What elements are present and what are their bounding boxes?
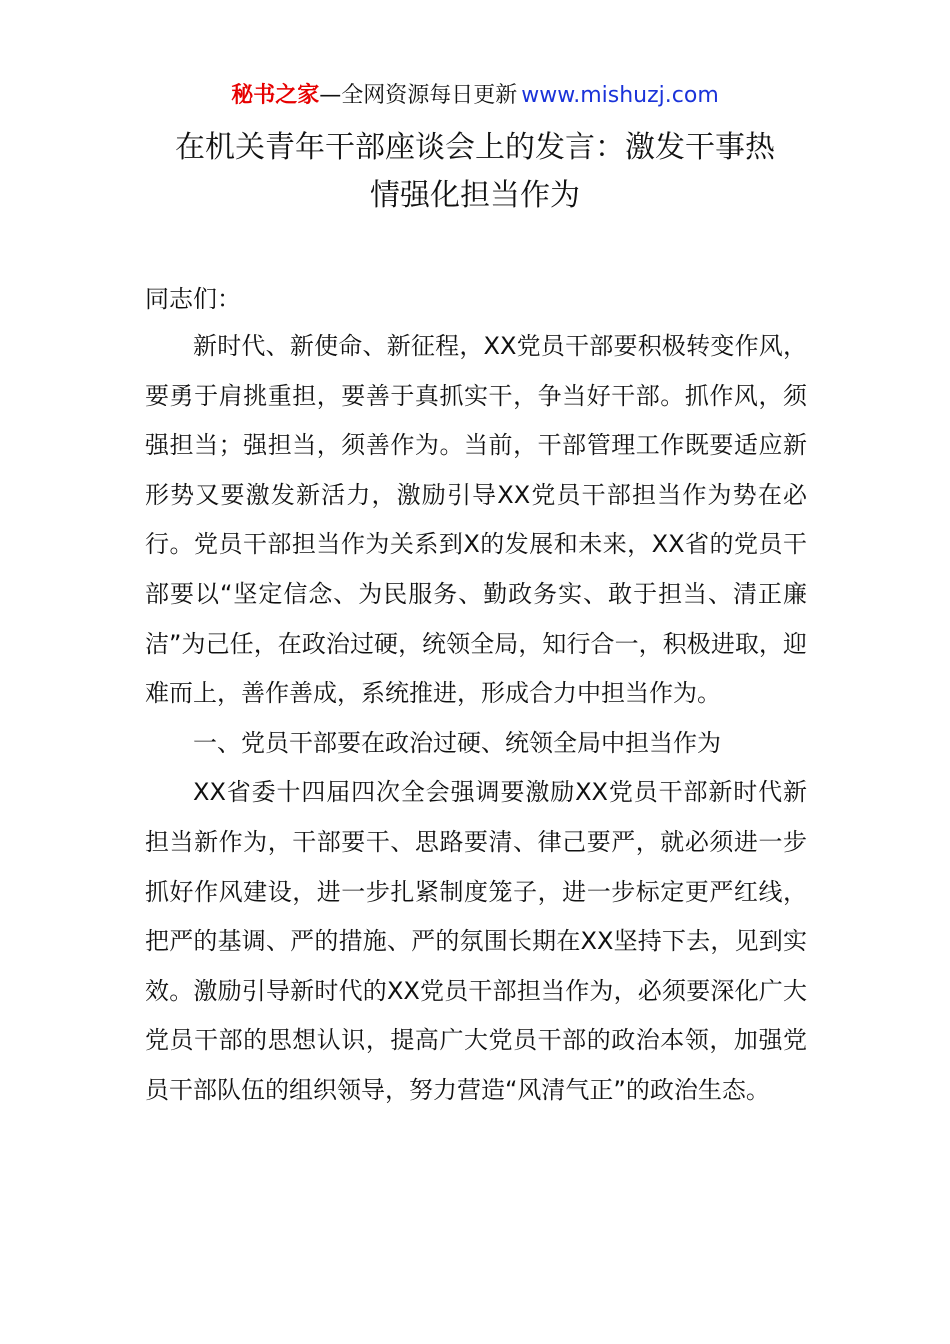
tagline: —全网资源每日更新: [319, 83, 518, 108]
brand-name: 秘书之家: [231, 83, 320, 108]
site-header: [0, 80, 950, 112]
document-title: [100, 124, 850, 220]
title-line-1: 在机关青年干部座谈会上的发言：激发干事热: [175, 130, 775, 165]
paragraph-intro: 新时代、新使命、新征程，XX党员干部要积极转变作风，要勇于肩挑重担，要善于真抓实干，争当好干部。抓作风，须强担当；强担当，须善作为。当前，干部管理工作既要适应新形势又要激发新活力，激励引导XX党员干部担当作为势在必行。党员干部担当作为关系到X的发展和未来，XX省的党员干部要以“坚定信念、为民服务、勤政务实、敢于担当、清正廉洁”为己任，在政治过硬，统领全局，知行合一，积极进取，迎难而上，善作善成，系统推进，形成合力中担当作为。: [145, 332, 807, 708]
section-heading-1: 一、党员干部要在政治过硬、统领全局中担当作为: [193, 728, 721, 757]
title-line-2: 情强化担当作为: [370, 178, 580, 213]
salutation: 同志们：: [145, 285, 241, 313]
document-body: [145, 322, 807, 1116]
paragraph-section-1: XX省委十四届四次全会强调要激励XX党员干部新时代新担当新作为，干部要干、思路要清、律己要严，就必须进一步抓好作风建设，进一步扎紧制度笼子，进一步标定更严红线，把严的基调、严的措施、严的氛围长期在XX坚持下去，见到实效。激励引导新时代的XX党员干部担当作为，必须要深化广大党员干部的思想认识，提高广大党员干部的政治本领，加强党员干部队伍的组织领导，努力营造“风清气正”的政治生态。: [145, 778, 807, 1104]
site-url[interactable]: www.mishuzj.com: [521, 83, 719, 108]
